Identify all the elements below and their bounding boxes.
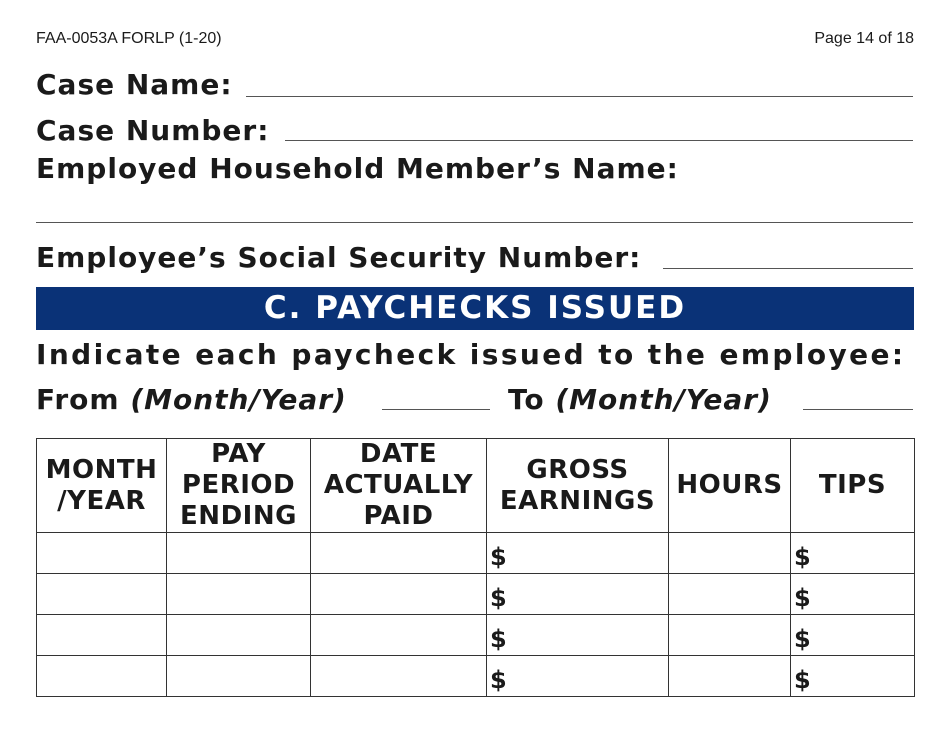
- from-hint: (Month/Year): [130, 383, 347, 416]
- case-number-label: Case Number:: [36, 114, 270, 147]
- from-date-field[interactable]: [382, 409, 490, 410]
- ssn-label: Employee’s Social Security Number:: [36, 241, 642, 274]
- date-actually-paid-cell[interactable]: [311, 656, 487, 697]
- dollar-sign: $: [490, 543, 507, 571]
- gross-earnings-cell[interactable]: [487, 656, 669, 697]
- pay-period-ending-cell[interactable]: [167, 574, 311, 615]
- date-actually-paid-cell[interactable]: [311, 615, 487, 656]
- paychecks-table: [36, 438, 915, 697]
- hours-cell[interactable]: [669, 615, 791, 656]
- table-header-row: [37, 439, 915, 533]
- tips-cell[interactable]: [791, 574, 915, 615]
- member-name-field[interactable]: [36, 222, 913, 223]
- month-year-cell[interactable]: [37, 615, 167, 656]
- pay-period-ending-cell[interactable]: [167, 615, 311, 656]
- column-header-pay-period-ending: PAY PERIOD ENDING: [167, 439, 311, 533]
- pay-period-ending-cell[interactable]: [167, 656, 311, 697]
- month-year-cell[interactable]: [37, 533, 167, 574]
- from-label-group: [36, 383, 347, 417]
- column-header-month-year: MONTH /YEAR: [37, 439, 167, 533]
- section-title-banner: C. PAYCHECKS ISSUED: [36, 287, 914, 330]
- page-indicator: Page 14 of 18: [814, 30, 914, 47]
- to-label-group: [508, 383, 772, 417]
- column-header-hours: HOURS: [669, 439, 791, 533]
- hours-cell[interactable]: [669, 533, 791, 574]
- case-name-label: Case Name:: [36, 68, 233, 101]
- to-hint: (Month/Year): [555, 383, 772, 416]
- table-row: [37, 656, 915, 697]
- tips-cell[interactable]: [791, 533, 915, 574]
- form-id: FAA-0053A FORLP (1-20): [36, 30, 222, 47]
- month-year-cell[interactable]: [37, 574, 167, 615]
- tips-cell[interactable]: [791, 656, 915, 697]
- column-header-tips: TIPS: [791, 439, 915, 533]
- pay-period-ending-cell[interactable]: [167, 533, 311, 574]
- dollar-sign: $: [490, 666, 507, 694]
- dollar-sign: $: [490, 584, 507, 612]
- date-actually-paid-cell[interactable]: [311, 533, 487, 574]
- table-row: [37, 533, 915, 574]
- member-name-label: Employed Household Member’s Name:: [36, 152, 679, 185]
- dollar-sign: $: [794, 666, 811, 694]
- instruction-text: Indicate each paycheck issued to the employee:: [36, 338, 906, 371]
- hours-cell[interactable]: [669, 656, 791, 697]
- gross-earnings-cell[interactable]: [487, 615, 669, 656]
- date-actually-paid-cell[interactable]: [311, 574, 487, 615]
- dollar-sign: $: [794, 543, 811, 571]
- gross-earnings-cell[interactable]: [487, 574, 669, 615]
- case-name-field[interactable]: [246, 96, 913, 97]
- dollar-sign: $: [794, 625, 811, 653]
- tips-cell[interactable]: [791, 615, 915, 656]
- column-header-gross-earnings: GROSS EARNINGS: [487, 439, 669, 533]
- column-header-date-actually-paid: DATE ACTUALLY PAID: [311, 439, 487, 533]
- dollar-sign: $: [794, 584, 811, 612]
- table-row: [37, 574, 915, 615]
- case-number-field[interactable]: [285, 140, 913, 141]
- gross-earnings-cell[interactable]: [487, 533, 669, 574]
- from-label: From: [36, 383, 120, 416]
- hours-cell[interactable]: [669, 574, 791, 615]
- to-date-field[interactable]: [803, 409, 913, 410]
- month-year-cell[interactable]: [37, 656, 167, 697]
- table-row: [37, 615, 915, 656]
- ssn-field[interactable]: [663, 268, 913, 269]
- to-label: To: [508, 383, 545, 416]
- dollar-sign: $: [490, 625, 507, 653]
